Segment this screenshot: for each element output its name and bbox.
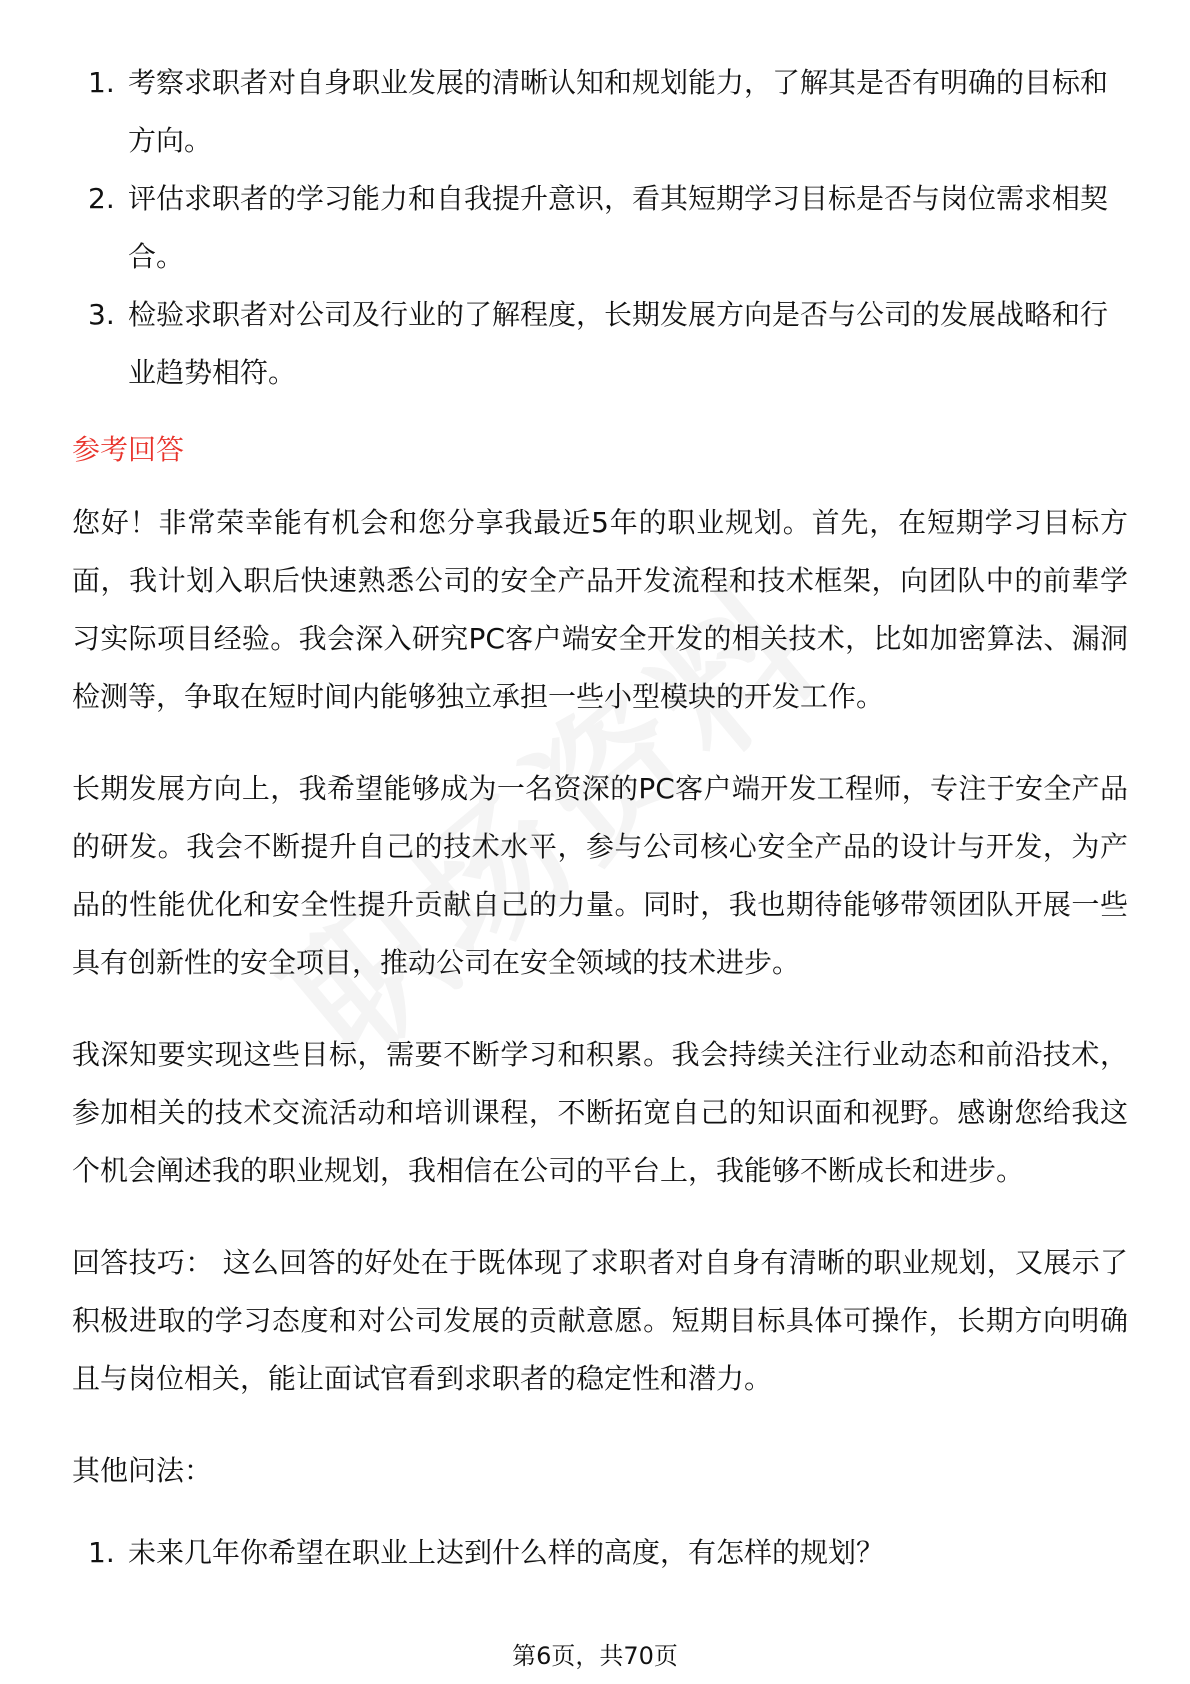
list-item xyxy=(72,54,1128,170)
list-number: 3. xyxy=(88,298,115,331)
list-number: 1. xyxy=(88,1536,115,1569)
list-item-text: 未来几年你希望在职业上达到什么样的高度，有怎样的规划？ xyxy=(128,1536,885,1569)
page-number: 第6页，共70页 xyxy=(512,1642,678,1670)
reference-answer-heading: 参考回答 xyxy=(72,433,185,466)
answer-paragraph: 我深知要实现这些目标，需要不断学习和积累。我会持续关注行业动态和前沿技术，参加相关的技术交流活动和培训课程，不断拓宽自己的知识面和视野。感谢您给我这个机会阐述我的职业规划，我相信在公司的平台上，我能够不断成长和进步。 xyxy=(72,1038,1128,1187)
list-item-text: 检验求职者对公司及行业的了解程度，长期发展方向是否与公司的发展战略和行业趋势相符。 xyxy=(128,298,1109,389)
list-item-text: 评估求职者的学习能力和自我提升意识，看其短期学习目标是否与岗位需求相契合。 xyxy=(128,182,1109,273)
assessment-points-list xyxy=(72,54,1128,402)
other-questions-list xyxy=(72,1524,1128,1582)
answer-paragraph: 长期发展方向上，我希望能够成为一名资深的PC客户端开发工程师，专注于安全产品的研发。我会不断提升自己的技术水平，参与公司核心安全产品的设计与开发，为产品的性能优化和安全性提升贡献自己的力量。同时，我也期待能够带领团队开展一些具有创新性的安全项目，推动公司在安全领域的技术进步。 xyxy=(72,772,1128,979)
list-item xyxy=(72,170,1128,286)
list-item xyxy=(72,286,1128,402)
answer-tips: 回答技巧： 这么回答的好处在于既体现了求职者对自身有清晰的职业规划，又展示了积极进取的学习态度和对公司发展的贡献意愿。短期目标具体可操作，长期方向明确且与岗位相关，能让面试官看到求职者的稳定性和潜力。 xyxy=(72,1246,1128,1395)
answer-paragraph: 您好！非常荣幸能有机会和您分享我最近5年的职业规划。首先，在短期学习目标方面，我计划入职后快速熟悉公司的安全产品开发流程和技术框架，向团队中的前辈学习实际项目经验。我会深入研究PC客户端安全开发的相关技术，比如加密算法、漏洞检测等，争取在短时间内能够独立承担一些小型模块的开发工作。 xyxy=(72,506,1128,713)
list-item xyxy=(72,1524,1128,1582)
other-questions-label: 其他问法： xyxy=(72,1454,213,1487)
list-item-text: 考察求职者对自身职业发展的清晰认知和规划能力，了解其是否有明确的目标和方向。 xyxy=(128,66,1109,157)
document-page xyxy=(72,54,1128,1582)
list-number: 2. xyxy=(88,182,115,215)
list-number: 1. xyxy=(88,66,115,99)
